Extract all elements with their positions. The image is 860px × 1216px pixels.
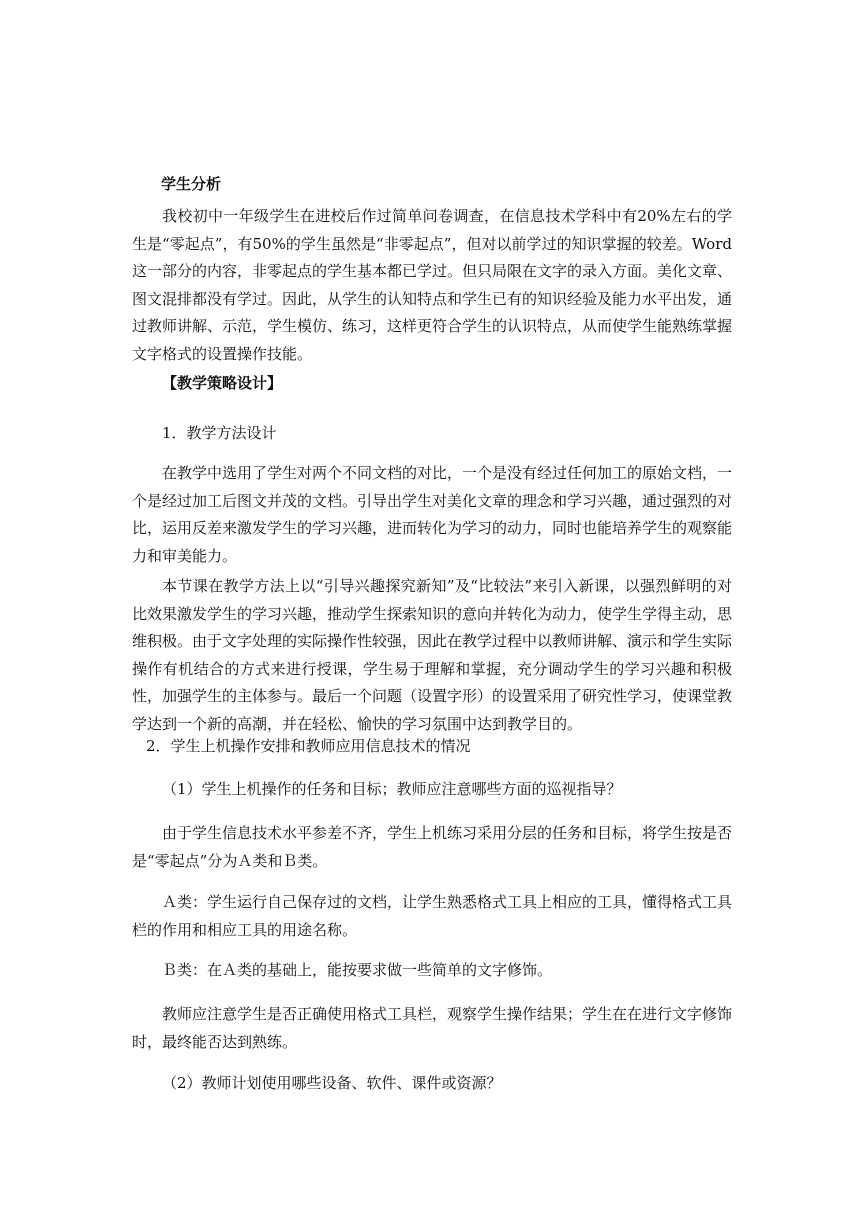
paragraph-teacher-attention: 教师应注意学生是否正确使用格式工具栏，观察学生操作结果；学生在在进行文字修饰时，最终能否达到熟练。: [132, 1005, 733, 1051]
paragraph-student-analysis: 我校初中一年级学生在进校后作过简单问卷调查，在信息技术学科中有20%左右的学生是“零起点”，有50%的学生虽然是“非零起点”，但对以前学过的知识掌握的较差。Word这一部分的内容，非零起点的学生基本都已学过。但只局限在文字的录入方面。美化文章、图文混排都没有学过。因此，从学生的认知特点和学生已有的知识经验及能力水平出发，通过教师讲解、示范，学生模仿、练习，这样更符合学生的认识特点，从而使学生能熟练掌握文字格式的设置操作技能。: [132, 207, 733, 363]
section-title-strategy: 【教学策略设计】: [162, 374, 283, 392]
heading-question-1: （1）学生上机操作的任务和目标；教师应注意哪些方面的巡视指导？: [162, 780, 622, 798]
paragraph-class-a: Ａ类：学生运行自己保存过的文档，让学生熟悉格式工具上相应的工具，懂得格式工具栏的作用和相应工具的用途名称。: [132, 893, 733, 939]
paragraph-method-2: 本节课在教学方法上以“引导兴趣探究新知”及“比较法”来引入新课，以强烈鲜明的对比效果激发学生的学习兴趣，推动学生探索知识的意向并转化为动力，使学生学得主动，思维积极。由于文字处理的实际操作性较强，因此在教学过程中以教师讲解、演示和学生实际操作有机结合的方式来进行授课，学生易于理解和掌握，充分调动学生的学习兴趣和积极性，加强学生的主体参与。最后一个问题（设置字形）的设置采用了研究性学习，使课堂教学达到一个新的高潮，并在轻松、愉快的学习氛围中达到教学目的。: [132, 577, 733, 733]
heading-operation-arrangement: 2．学生上机操作安排和教师应用信息技术的情况: [146, 737, 471, 755]
section-title-student-analysis: 学生分析: [161, 175, 222, 193]
heading-question-2: （2）教师计划使用哪些设备、软件、课件或资源？: [162, 1074, 502, 1092]
paragraph-class-b: Ｂ类：在Ａ类的基础上，能按要求做一些简单的文字修饰。: [162, 961, 553, 979]
paragraph-layered-tasks: 由于学生信息技术水平参差不齐，学生上机练习采用分层的任务和目标，将学生按是否是“零起点”分为Ａ类和Ｂ类。: [132, 824, 733, 870]
heading-teaching-method: 1．教学方法设计: [162, 424, 277, 442]
paragraph-method-1: 在教学中选用了学生对两个不同文档的对比，一个是没有经过任何加工的原始文档，一个是经过加工后图文并茂的文档。引导出学生对美化文章的理念和学习兴趣，通过强烈的对比，运用反差来激发学生的学习兴趣，进而转化为学习的动力，同时也能培养学生的观察能力和审美能力。: [132, 464, 733, 565]
